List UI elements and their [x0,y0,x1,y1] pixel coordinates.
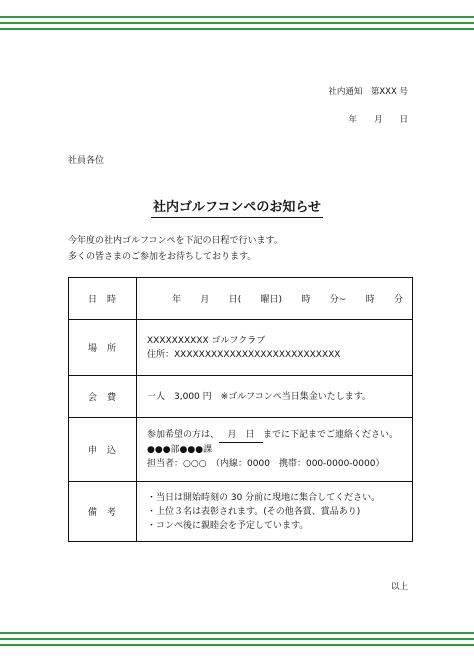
intro-line-2: 多くの皆さまのご参加をお待ちしております。 [68,252,257,262]
issue-date: 年 月 日 [348,115,408,125]
top-rule-1 [0,16,474,18]
note-item: ・上位３名は表彰されます。(その他各賞、賞品あり) [147,506,361,517]
label-fee: 会費 [69,376,137,418]
row-datetime [69,278,413,320]
date-weekday: 曜日) [260,295,283,305]
bottom-rule-3 [0,644,474,646]
date-month: 月 [200,295,210,305]
bottom-rule-2 [0,638,474,640]
top-rule-3 [0,28,474,30]
closing: 以上 [390,582,408,592]
apply-deadline: 参加希望の方は、 月 日 までに下記までご連絡ください。 [147,428,411,443]
label-notes: 備考 [69,482,137,542]
place-name: XXXXXXXXXX ゴルフクラブ [147,335,266,346]
value-fee: 一人 3,000 円 ※ゴルフコンペ当日集金いたします。 [137,376,413,418]
top-rule-2 [0,22,474,24]
date-day: 日( [228,295,242,305]
place-address: 住所：XXXXXXXXXXXXXXXXXXXXXXXXXXX [147,349,341,360]
note-item: ・当日は開始時刻の 30 分前に現地に集合してください。 [147,492,381,503]
note-item: ・コンペ後に親睦会を予定しています。 [147,520,309,531]
label-place: 場所 [69,320,137,376]
row-apply [69,418,413,482]
row-notes [69,482,413,542]
addressee: 社員各位 [68,156,105,166]
value-datetime [137,278,413,320]
date-year: 年 [172,295,182,305]
time-end-hour: 時 [365,295,375,305]
value-apply [137,418,413,482]
time-start-hour: 時 [301,295,311,305]
notice-number: 社内通知 第XXX 号 [328,87,408,97]
deadline-blank: 月 日 [219,428,263,443]
apply-contact: 担当者：○○○ （内線：0000 携帯：000-0000-0000） [147,459,385,469]
apply-department: ●●●部●●●課 [147,445,213,455]
row-place [69,320,413,376]
page-title: 社内ゴルフコンペのお知らせ [0,196,474,215]
bottom-rule-1 [0,632,474,634]
row-fee [69,376,413,418]
time-end-min: 分 [393,295,403,305]
value-place [137,320,413,376]
value-notes [137,482,413,542]
time-start-min: 分~ [329,295,347,305]
label-apply: 申込 [69,418,137,482]
intro-line-1: 今年度の社内ゴルフコンペを下記の日程で行います。 [68,236,283,246]
label-datetime: 日時 [69,278,137,320]
details-table [68,277,413,542]
